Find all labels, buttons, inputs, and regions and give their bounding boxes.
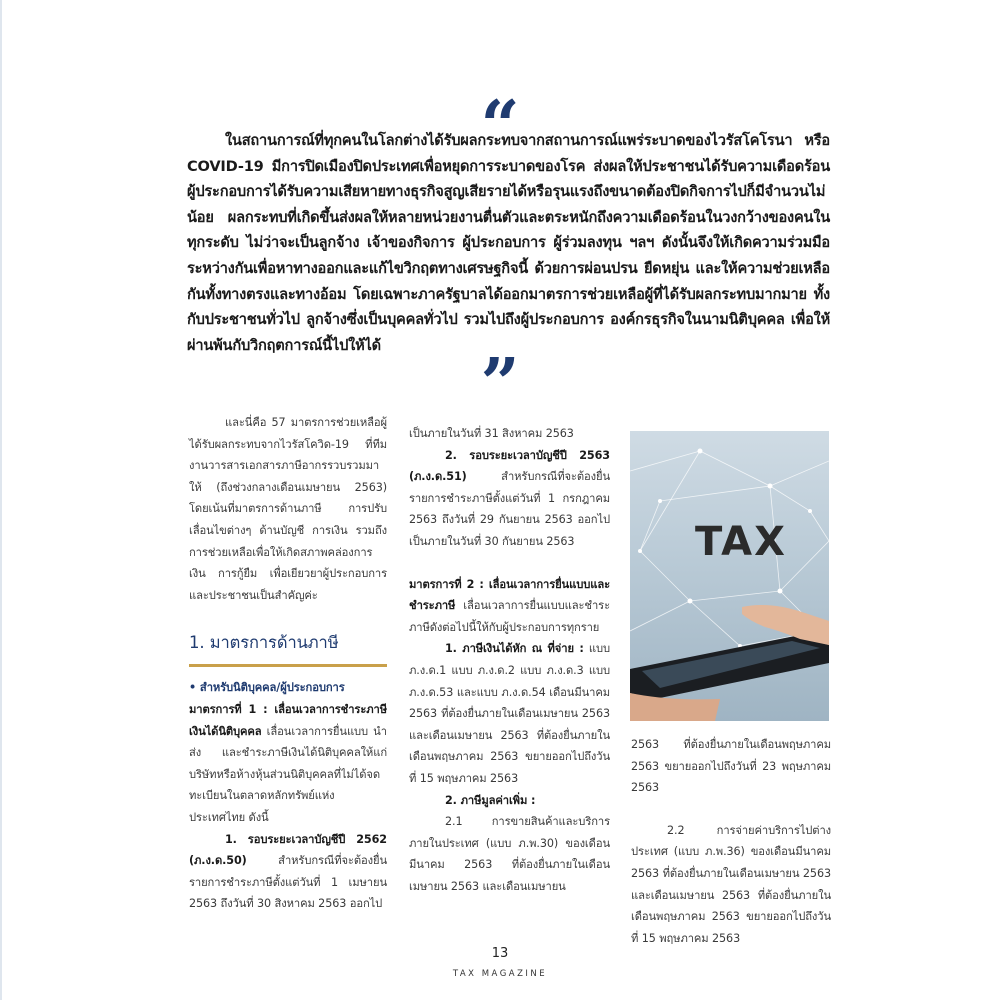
measure-1-label: มาตรการที่ 1 : [189, 702, 275, 716]
measure-2-label: มาตรการที่ 2 : [409, 577, 489, 591]
network-lines-graphic [630, 431, 829, 721]
close-quote-mark: ” [480, 344, 520, 424]
withholding-tax-text: แบบ ภ.ง.ด.1 แบบ ภ.ง.ด.2 แบบ ภ.ง.ด.3 แบบ ภ.ง.ด.53 และแบบ ภ.ง.ด.54 เดือนมีนาคม 2563 ที่ต้องยื่นภายในเดือนเมษายน 2563 และเดือนเมษายน 2563 ที่ต้องยื่นภายในเดือนพฤษภาคม 2563 ขยายออกไปถึงวันที่ 15 พฤษภาคม 2563 [409, 642, 610, 785]
measure-1-text: เลื่อนเวลาการยื่นแบบ นำส่ง และชำระภาษีเงินได้นิติบุคคลให้แก่บริษัทหรือห้างหุ้นส่วนนิติบุคคลที่ไม่ได้จดทะเบียนในตลาดหลักทรัพย์แห่งประเทศไทย ดังนี้ [189, 724, 387, 824]
vat-heading [409, 790, 610, 812]
text-column-middle [409, 423, 610, 897]
bullet-heading-text: สำหรับนิติบุคคล/ผู้ประกอบการ [199, 681, 345, 695]
page-number: 13 [491, 946, 509, 961]
measure-2-paragraph [409, 574, 610, 639]
vat-item-2-1: 2.1 การขายสินค้าและบริการภายในประเทศ (แบบ ภ.พ.30) ของเดือนมีนาคม 2563 ที่ต้องยื่นภายในเดือนเมษายน 2563 และเดือนเมษายน [409, 815, 610, 893]
heading-rule [189, 664, 387, 667]
measure-1-title: เลื่อนเวลาการชำระภาษีเงินได้นิติบุคคล [189, 702, 387, 738]
text-column-left [189, 412, 387, 915]
item-2-paragraph [409, 445, 610, 553]
withholding-tax-label: 1. ภาษีเงินได้หัก ณ ที่จ่าย : [445, 642, 584, 656]
item-1-text: สำหรับกรณีที่จะต้องยื่นรายการชำระภาษีตั้งแต่วันที่ 1 เมษายน 2563 ถึงวันที่ 30 สิงหาคม 2563 ออกไป [189, 854, 387, 911]
tax-photo [630, 431, 829, 721]
measure-2-title: เลื่อนเวลาการยื่นแบบและชำระภาษี [409, 577, 610, 613]
pull-quote: ในสถานการณ์ที่ทุกคนในโลกต่างได้รับผลกระทบจากสถานการณ์แพร่ระบาดของไวรัสโคโรนา หรือ COVID-19 มีการปิดเมืองปิดประเทศเพื่อหยุดการระบาดของโรค ส่งผลให้ประชาชนได้รับความเดือดร้อน ผู้ประกอบการได้รับความเสียหายทางธุรกิจสูญเสียรายได้หรือรุนแรงถึงขนาดต้องปิดกิจการไปก็มีจำนวนไม่น้อย ผลกระทบที่เกิดขึ้นส่งผลให้หลายหน่วยงานตื่นตัวและตระหนักถึงความเดือดร้อนในวงกว้างของคนในทุกระดับ ไม่ว่าจะเป็นลูกจ้าง เจ้าของกิจการ ผู้ประกอบการ ผู้ร่วมลงทุน ฯลฯ ดังนั้นจึงให้เกิดความร่วมมือระหว่างกันเพื่อหาทางออกและแก้ไขวิกฤตทางเศรษฐกิจนี้ ด้วยการผ่อนปรน ยืดหยุ่น และให้ความช่วยเหลือกันทั้งทางตรงและทางอ้อม โดยเฉพาะภาครัฐบาลได้ออกมาตรการช่วยเหลือผู้ที่ได้รับผลกระทบมากมาย ทั้งกับประชาชนทั่วไป ลูกจ้างซึ่งเป็นบุคคลทั่วไป รวมไปถึงผู้ประกอบการ องค์กรธุรกิจในนามนิติบุคคล เพื่อให้ผ่านพ้นกับวิกฤตการณ์นี้ไปให้ได้ [187, 132, 830, 354]
continued-text: เป็นภายในวันที่ 31 สิงหาคม 2563 [409, 427, 574, 440]
measure-1-paragraph [189, 699, 387, 829]
text-column-right [631, 734, 831, 949]
bullet-dot-icon: • [189, 681, 200, 695]
measure-2-text: เลื่อนเวลาการยื่นแบบและชำระภาษีดังต่อไปนี้ให้กับผู้ประกอบการทุกราย [409, 599, 610, 634]
continued-text-right: 2563 ที่ต้องยื่นภายในเดือนพฤษภาคม 2563 ขยายออกไปถึงวันที่ 23 พฤษภาคม 2563 [631, 738, 831, 795]
item-2-text: สำหรับกรณีที่จะต้องยื่นรายการชำระภาษีตั้งแต่วันที่ 1 กรกฎาคม 2563 ถึงวันที่ 29 กันยายน 2563 ออกไปเป็นภายในวันที่ 30 กันยายน 2563 [409, 470, 610, 548]
section-heading: 1. มาตรการด้านภาษี [189, 633, 339, 653]
open-quote-mark: “ [480, 86, 520, 166]
item-1-label: 1. รอบระยะเวลาบัญชีปี 2562 (ภ.ง.ด.50) [189, 832, 387, 868]
vat-label: 2. ภาษีมูลค่าเพิ่ม : [445, 793, 536, 807]
withholding-tax-paragraph [409, 638, 610, 789]
tablet-graphic [630, 636, 829, 699]
magazine-name: TAX MAGAZINE [452, 969, 548, 979]
bullet-heading [189, 677, 387, 699]
vat-item-2-2: 2.2 การจ่ายค่าบริการไปต่างประเทศ (แบบ ภ.พ.36) ของเดือนมีนาคม 2563 ที่ต้องยื่นภายในเดือนเมษายน 2563 และเดือนเมษายน 2563 ที่ต้องยื่นภายในเดือนพฤษภาคม 2563 ขยายออกไปถึงวันที่ 15 พฤษภาคม 2563 [631, 823, 831, 945]
item-2-label: 2. รอบระยะเวลาบัญชีปี 2563 (ภ.ง.ด.51) [409, 448, 610, 484]
intro-paragraph: และนี่คือ 57 มาตรการช่วยเหลือผู้ได้รับผลกระทบจากไวรัสโควิด-19 ที่ทีมงานวารสารเอกสารภาษีอากรรวบรวมมาให้ (ถึงช่วงกลางเดือนเมษายน 2563) โดยเน้นที่มาตรการด้านภาษี การปรับเลื่อนไขต่างๆ ด้านบัญชี การเงิน รวมถึงการช่วยเหลือเพื่อให้เกิดสภาพคล่องการเงิน การกู้ยืม เพื่อเยียวยาผู้ประกอบการและประชาชนเป็นสำคัญค่ะ [189, 416, 387, 602]
tax-photo-text: TAX [695, 519, 787, 565]
item-1-paragraph [189, 829, 387, 915]
